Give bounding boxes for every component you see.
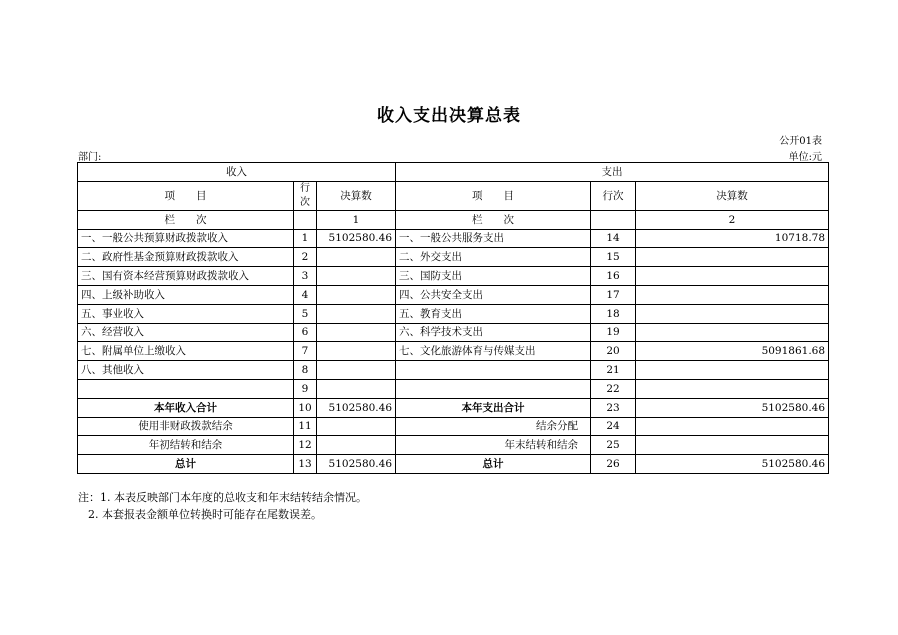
- income-amount: [317, 361, 396, 380]
- income-amount: [317, 267, 396, 286]
- table-row: [78, 323, 829, 342]
- begin-balance-no: 12: [294, 436, 317, 455]
- income-row-no: 3: [294, 267, 317, 286]
- section-header-row: [78, 163, 829, 182]
- note-1: 注：1. 本表反映部门本年度的总收支和年末结转结余情况。: [78, 491, 367, 504]
- expense-item-name: 一、一般公共服务支出: [396, 229, 591, 248]
- form-number: 公开01表: [779, 136, 822, 147]
- end-balance-label: 年末结转和结余: [396, 436, 591, 455]
- income-amount: [317, 285, 396, 304]
- income-amount: [317, 342, 396, 361]
- year-income-total-no: 10: [294, 398, 317, 417]
- begin-balance-label: 年初结转和结余: [78, 436, 294, 455]
- income-item-name: 五、事业收入: [78, 304, 294, 323]
- income-row-no: 8: [294, 361, 317, 380]
- grand-total-expense-amount: 5102580.46: [636, 455, 829, 474]
- note-2: 2. 本套报表金额单位转换时可能存在尾数误差。: [88, 508, 322, 521]
- income-row-no: 1: [294, 229, 317, 248]
- expense-amount-header: 决算数: [636, 181, 829, 210]
- expense-amount: [636, 379, 829, 398]
- surplus-allocation-label: 结余分配: [396, 417, 591, 436]
- expense-amount: [636, 285, 829, 304]
- year-total-row: [78, 398, 829, 417]
- non-fiscal-balance-label: 使用非财政拨款结余: [78, 417, 294, 436]
- expense-row-no-header: 行次: [591, 181, 636, 210]
- non-fiscal-balance-amount: [317, 417, 396, 436]
- income-item-name: 二、政府性基金预算财政拨款收入: [78, 248, 294, 267]
- year-expense-total-label: 本年支出合计: [396, 398, 591, 417]
- expense-amount: [636, 304, 829, 323]
- column-index-row: [78, 210, 829, 229]
- expense-row-no: 22: [591, 379, 636, 398]
- expense-column-index: 2: [636, 210, 829, 229]
- expense-row-no: 19: [591, 323, 636, 342]
- expense-item-name: 五、教育支出: [396, 304, 591, 323]
- expense-amount: [636, 267, 829, 286]
- table-row: [78, 229, 829, 248]
- year-income-total-amount: 5102580.46: [317, 398, 396, 417]
- income-row-no: 4: [294, 285, 317, 304]
- expense-amount: [636, 323, 829, 342]
- expense-row-no: 20: [591, 342, 636, 361]
- income-section-header: 收入: [78, 163, 396, 182]
- begin-balance-amount: [317, 436, 396, 455]
- income-item-name: [78, 379, 294, 398]
- expense-amount: 10718.78: [636, 229, 829, 248]
- expense-row-no: 15: [591, 248, 636, 267]
- income-item-name: 四、上级补助收入: [78, 285, 294, 304]
- summary-table: [77, 162, 829, 474]
- expense-row-no: 17: [591, 285, 636, 304]
- income-amount: [317, 379, 396, 398]
- income-amount: 5102580.46: [317, 229, 396, 248]
- expense-row-no: 18: [591, 304, 636, 323]
- table-row: [78, 248, 829, 267]
- balance-row-1: [78, 417, 829, 436]
- grand-total-expense-no: 26: [591, 455, 636, 474]
- year-income-total-label: 本年收入合计: [78, 398, 294, 417]
- non-fiscal-balance-no: 11: [294, 417, 317, 436]
- balance-row-2: [78, 436, 829, 455]
- income-row-no-header: 行 次: [294, 181, 317, 210]
- expense-row-no: 16: [591, 267, 636, 286]
- income-row-no: 9: [294, 379, 317, 398]
- notes: [78, 489, 367, 523]
- income-item-name: 八、其他收入: [78, 361, 294, 380]
- end-balance-no: 25: [591, 436, 636, 455]
- table-row: [78, 361, 829, 380]
- table-row: [78, 267, 829, 286]
- grand-total-income-label: 总计: [78, 455, 294, 474]
- expense-item-name: [396, 379, 591, 398]
- surplus-allocation-amount: [636, 417, 829, 436]
- income-item-name: 一、一般公共预算财政拨款收入: [78, 229, 294, 248]
- table-row: [78, 379, 829, 398]
- expense-item-name: [396, 361, 591, 380]
- income-row-no: 6: [294, 323, 317, 342]
- expense-item-name: 三、国防支出: [396, 267, 591, 286]
- grand-total-row: [78, 455, 829, 474]
- year-expense-total-no: 23: [591, 398, 636, 417]
- income-item-name: 七、附属单位上缴收入: [78, 342, 294, 361]
- expense-row-no: 21: [591, 361, 636, 380]
- income-item-name: 三、国有资本经营预算财政拨款收入: [78, 267, 294, 286]
- expense-item-header: 项 目: [396, 181, 591, 210]
- table-row: [78, 304, 829, 323]
- income-amount: [317, 323, 396, 342]
- expense-amount: 5091861.68: [636, 342, 829, 361]
- income-item-header: 项 目: [78, 181, 294, 210]
- surplus-allocation-no: 24: [591, 417, 636, 436]
- income-row-no: 2: [294, 248, 317, 267]
- expense-item-name: 二、外交支出: [396, 248, 591, 267]
- expense-amount: [636, 248, 829, 267]
- income-column-label: 栏 次: [78, 210, 294, 229]
- grand-total-income-no: 13: [294, 455, 317, 474]
- table-row: [78, 285, 829, 304]
- year-expense-total-amount: 5102580.46: [636, 398, 829, 417]
- expense-section-header: 支出: [396, 163, 829, 182]
- income-row-no: 7: [294, 342, 317, 361]
- income-row-no: 5: [294, 304, 317, 323]
- department-label: 部门:: [78, 152, 102, 163]
- page-title: 收入支出决算总表: [377, 106, 521, 126]
- unit-label: 单位:元: [788, 152, 822, 163]
- income-amount: [317, 248, 396, 267]
- end-balance-amount: [636, 436, 829, 455]
- income-column-index: 1: [317, 210, 396, 229]
- grand-total-income-amount: 5102580.46: [317, 455, 396, 474]
- expense-item-name: 四、公共安全支出: [396, 285, 591, 304]
- column-header-row: [78, 181, 829, 210]
- table-row: [78, 342, 829, 361]
- income-amount: [317, 304, 396, 323]
- expense-amount: [636, 361, 829, 380]
- grand-total-expense-label: 总计: [396, 455, 591, 474]
- income-item-name: 六、经营收入: [78, 323, 294, 342]
- expense-row-no: 14: [591, 229, 636, 248]
- income-amount-header: 决算数: [317, 181, 396, 210]
- expense-item-name: 七、文化旅游体育与传媒支出: [396, 342, 591, 361]
- expense-column-label: 栏 次: [396, 210, 591, 229]
- expense-item-name: 六、科学技术支出: [396, 323, 591, 342]
